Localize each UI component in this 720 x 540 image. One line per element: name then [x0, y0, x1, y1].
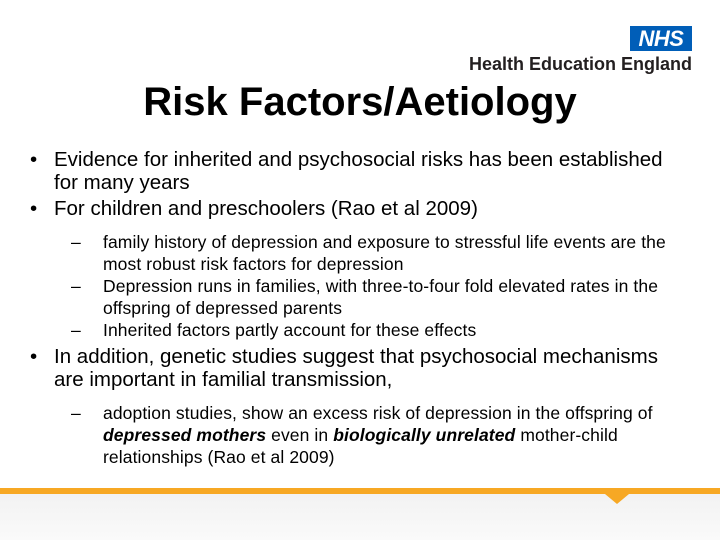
bullet-children — [30, 197, 690, 220]
chevron-down-icon — [605, 494, 629, 504]
bullet-text: In addition, genetic studies suggest that psychosocial mechanisms are important in familial transmission, — [54, 345, 658, 391]
text-run: mother-child relationships (Rao et al 2009) — [103, 425, 618, 467]
hee-logo — [442, 26, 692, 78]
bullet-text: For children and preschoolers (Rao et al 2009) — [54, 197, 478, 220]
bullet-genetic-studies — [30, 345, 690, 391]
bullet-marker: • — [30, 197, 38, 220]
sub-bullet-family-history — [30, 231, 690, 275]
text-run: adoption studies, show an excess risk of depression in the offspring of — [103, 403, 653, 423]
nhs-logo: NHS — [630, 26, 692, 51]
sub-bullet-inherited-factors — [30, 319, 690, 341]
slide-title: Risk Factors/Aetiology — [143, 80, 577, 124]
emphasis-biologically-unrelated: biologically unrelated — [333, 425, 516, 445]
dash-marker: – — [71, 320, 81, 340]
dash-marker: – — [71, 232, 81, 252]
sub-bullet-adoption-studies — [30, 402, 690, 468]
bullet-evidence — [30, 148, 690, 194]
sub-bullet-runs-in-families — [30, 275, 690, 319]
bullet-text: Evidence for inherited and psychosocial risks has been established for many years — [54, 148, 663, 194]
dash-marker: – — [71, 403, 81, 423]
text-run: even in — [271, 425, 329, 445]
sub-bullet-text: family history of depression and exposure to stressful life events are the most robust risk factors for depression — [103, 232, 666, 274]
sub-bullet-text: Depression runs in families, with three-to-four fold elevated rates in the offspring of depressed parents — [103, 276, 659, 318]
sub-bullet-text: Inherited factors partly account for these effects — [103, 320, 477, 340]
slide-body — [30, 148, 690, 468]
emphasis-depressed-mothers: depressed mothers — [103, 425, 267, 445]
bullet-marker: • — [30, 345, 38, 368]
bullet-marker: • — [30, 148, 38, 171]
sub-bullet-text — [103, 403, 653, 467]
org-name: Health Education England — [468, 54, 692, 74]
dash-marker: – — [71, 276, 81, 296]
